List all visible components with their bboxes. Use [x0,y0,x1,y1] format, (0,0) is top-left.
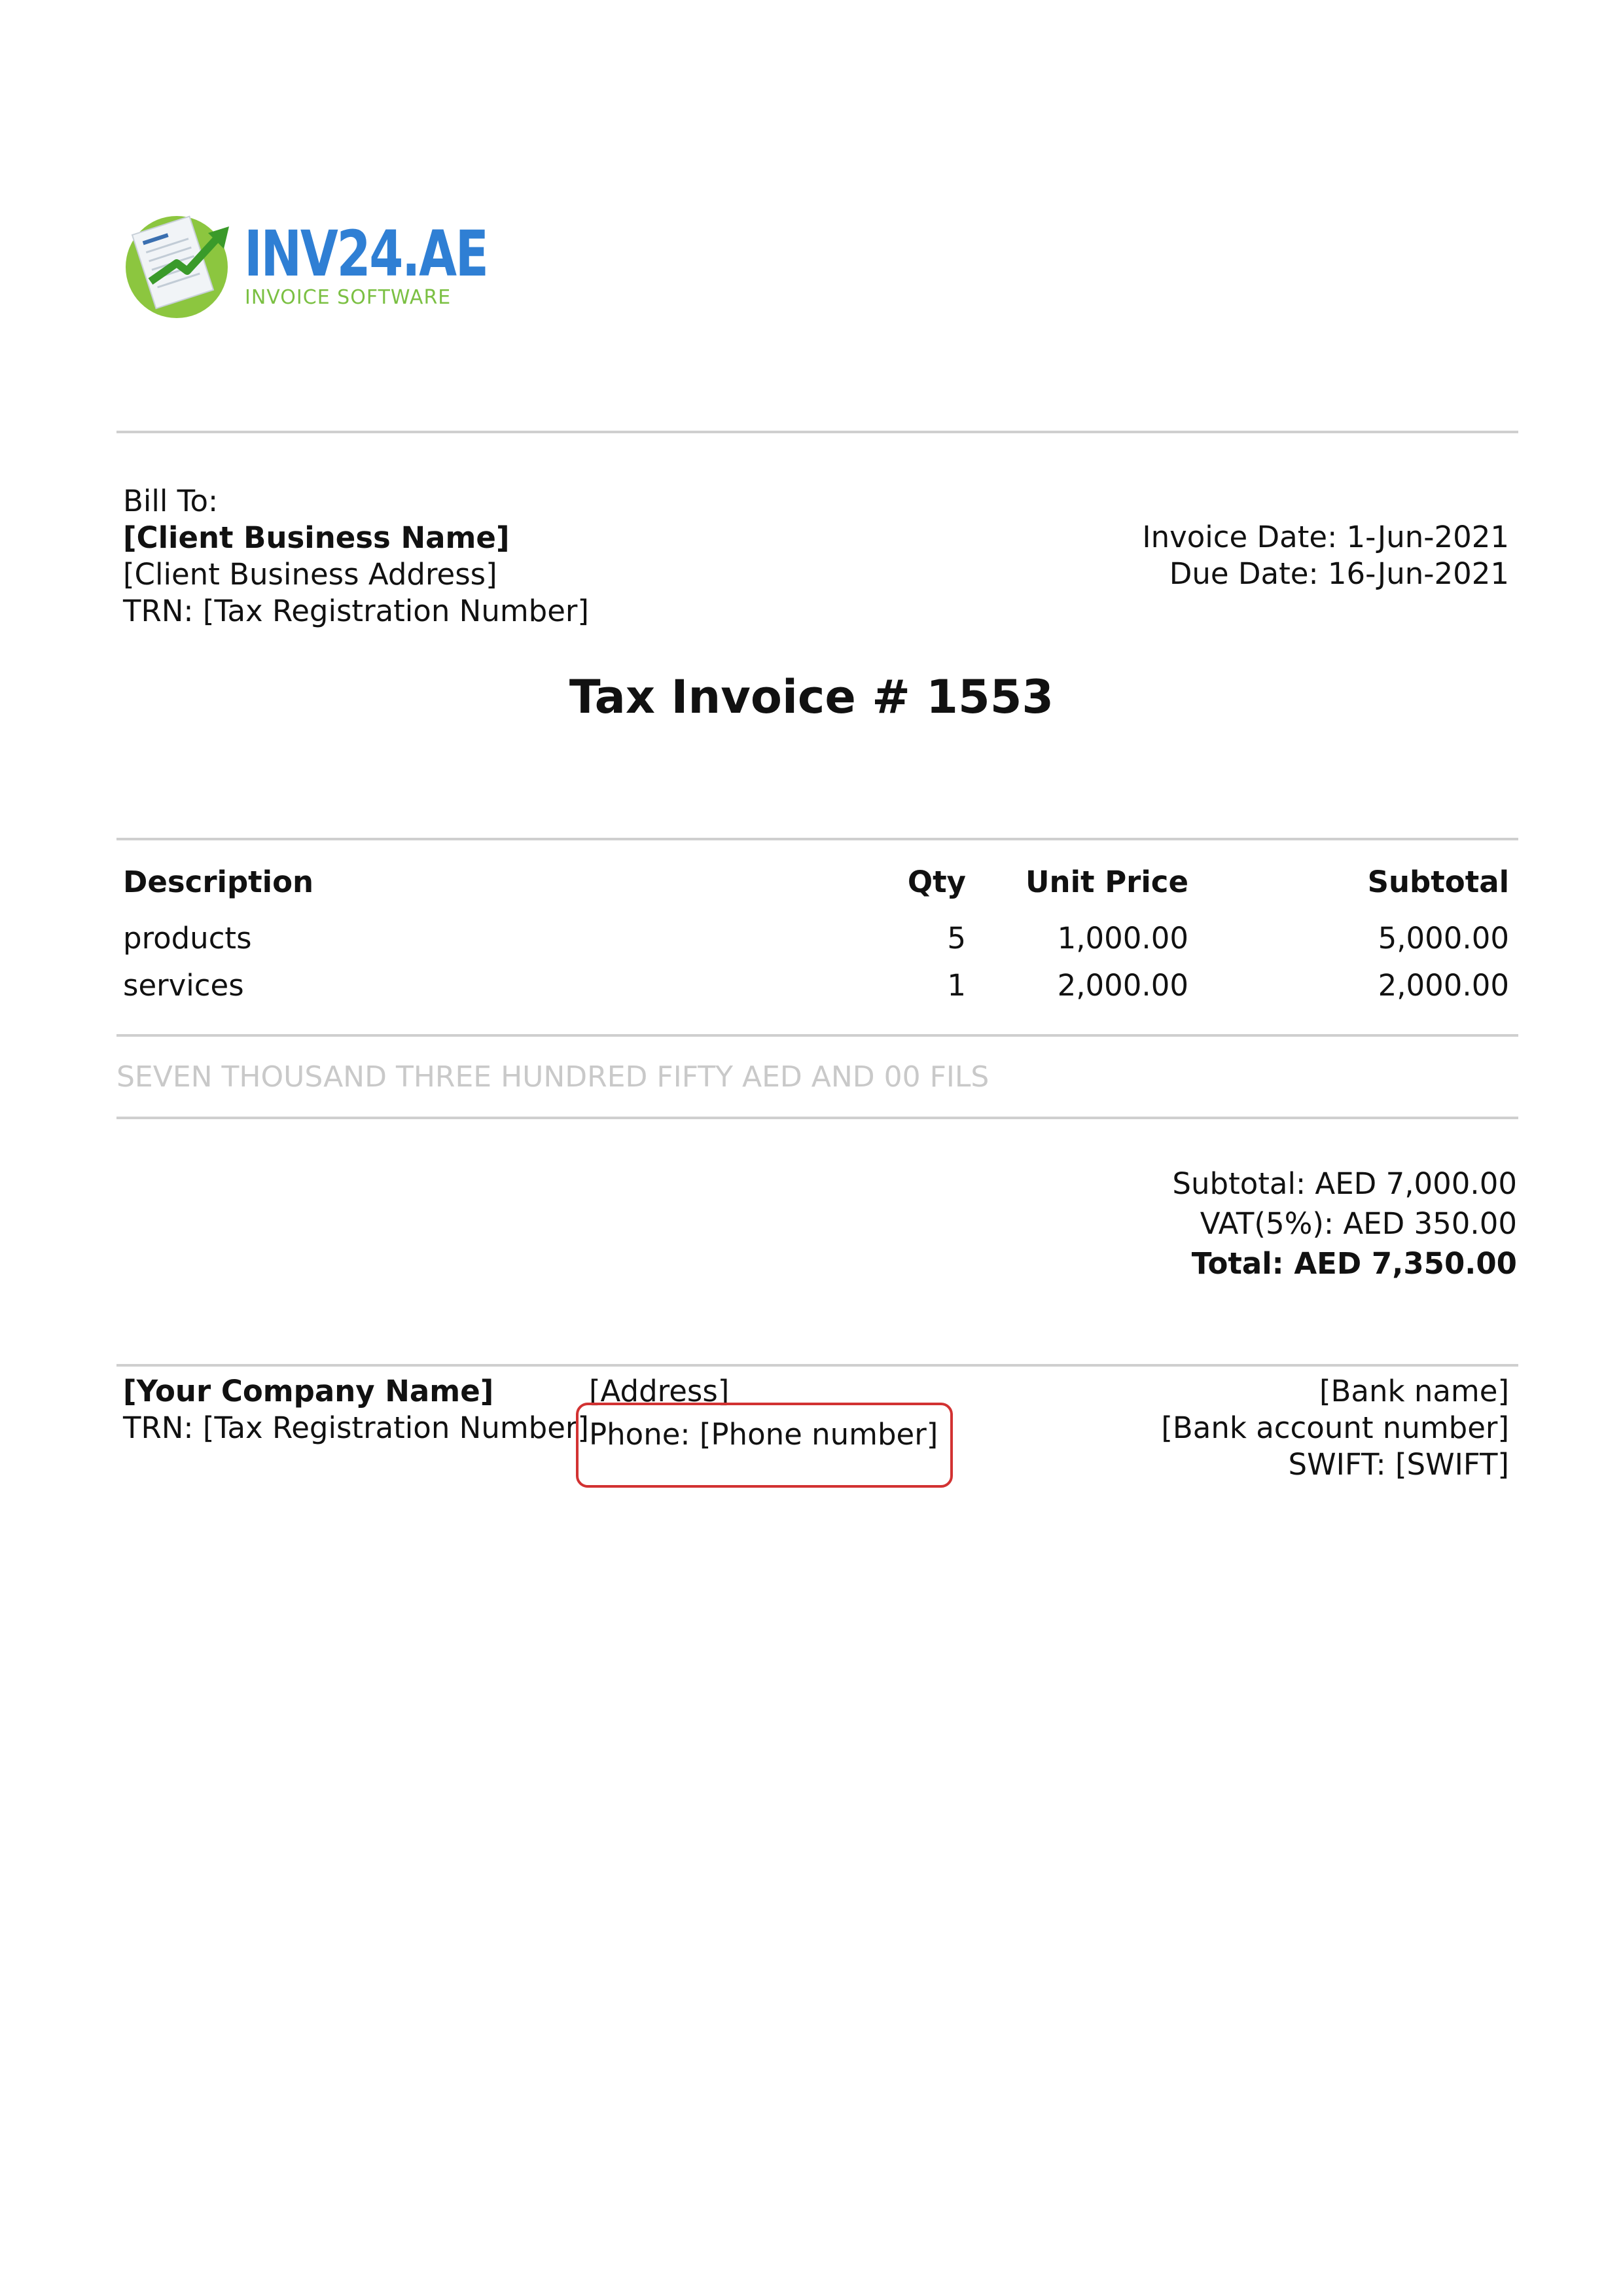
swift-code: SWIFT: [SWIFT] [1288,1447,1509,1482]
dates-block [1142,519,1509,592]
cell-subtotal: 2,000.00 [1378,968,1509,1003]
company-block [123,1373,589,1446]
bank-block [1161,1373,1509,1483]
header-subtotal: Subtotal [1367,865,1509,899]
divider [116,1364,1518,1367]
company-address: [Address] [589,1374,730,1408]
invoice-title: Tax Invoice # 1553 [569,670,1054,724]
divider [116,1034,1518,1037]
header-unit-price: Unit Price [1026,865,1188,899]
cell-description: products [123,921,252,956]
cell-unit-price: 1,000.00 [1057,921,1188,956]
company-trn: TRN: [Tax Registration Number] [123,1410,589,1445]
invoice-date: Invoice Date: 1-Jun-2021 [1142,520,1509,554]
divider [116,1117,1518,1119]
line-items-table [123,864,1509,1014]
client-address: [Client Business Address] [123,557,497,592]
totals-block [1172,1164,1517,1283]
cell-qty: 1 [947,968,966,1003]
amount-in-words: SEVEN THOUSAND THREE HUNDRED FIFTY AED AND 00 FILS [116,1060,990,1094]
client-trn: TRN: [Tax Registration Number] [123,594,589,628]
table-row [123,967,1509,1014]
total-line: Total: AED 7,350.00 [1191,1246,1517,1281]
header-qty: Qty [907,865,966,899]
subtotal-line: Subtotal: AED 7,000.00 [1172,1166,1517,1201]
logo-icon [124,203,242,321]
client-name: [Client Business Name] [123,520,510,555]
bank-account: [Bank account number] [1161,1410,1509,1445]
due-date: Due Date: 16-Jun-2021 [1169,556,1509,591]
table-row [123,920,1509,967]
cell-unit-price: 2,000.00 [1057,968,1188,1003]
logo-tagline: INVOICE SOFTWARE [245,286,452,309]
cell-qty: 5 [947,921,966,956]
divider [116,838,1518,840]
phone-highlight-box [576,1403,953,1488]
header-description: Description [123,865,314,899]
company-phone: Phone: [Phone number] [589,1417,938,1452]
company-name: [Your Company Name] [123,1374,494,1408]
cell-description: services [123,968,244,1003]
bill-to-block [123,483,589,630]
vat-line: VAT(5%): AED 350.00 [1200,1206,1517,1241]
bank-name: [Bank name] [1319,1374,1509,1408]
cell-subtotal: 5,000.00 [1378,921,1509,956]
logo-wordmark: INV24.AE [244,217,488,291]
divider [116,431,1518,433]
bill-to-label: Bill To: [123,484,219,518]
table-header [123,864,1509,910]
